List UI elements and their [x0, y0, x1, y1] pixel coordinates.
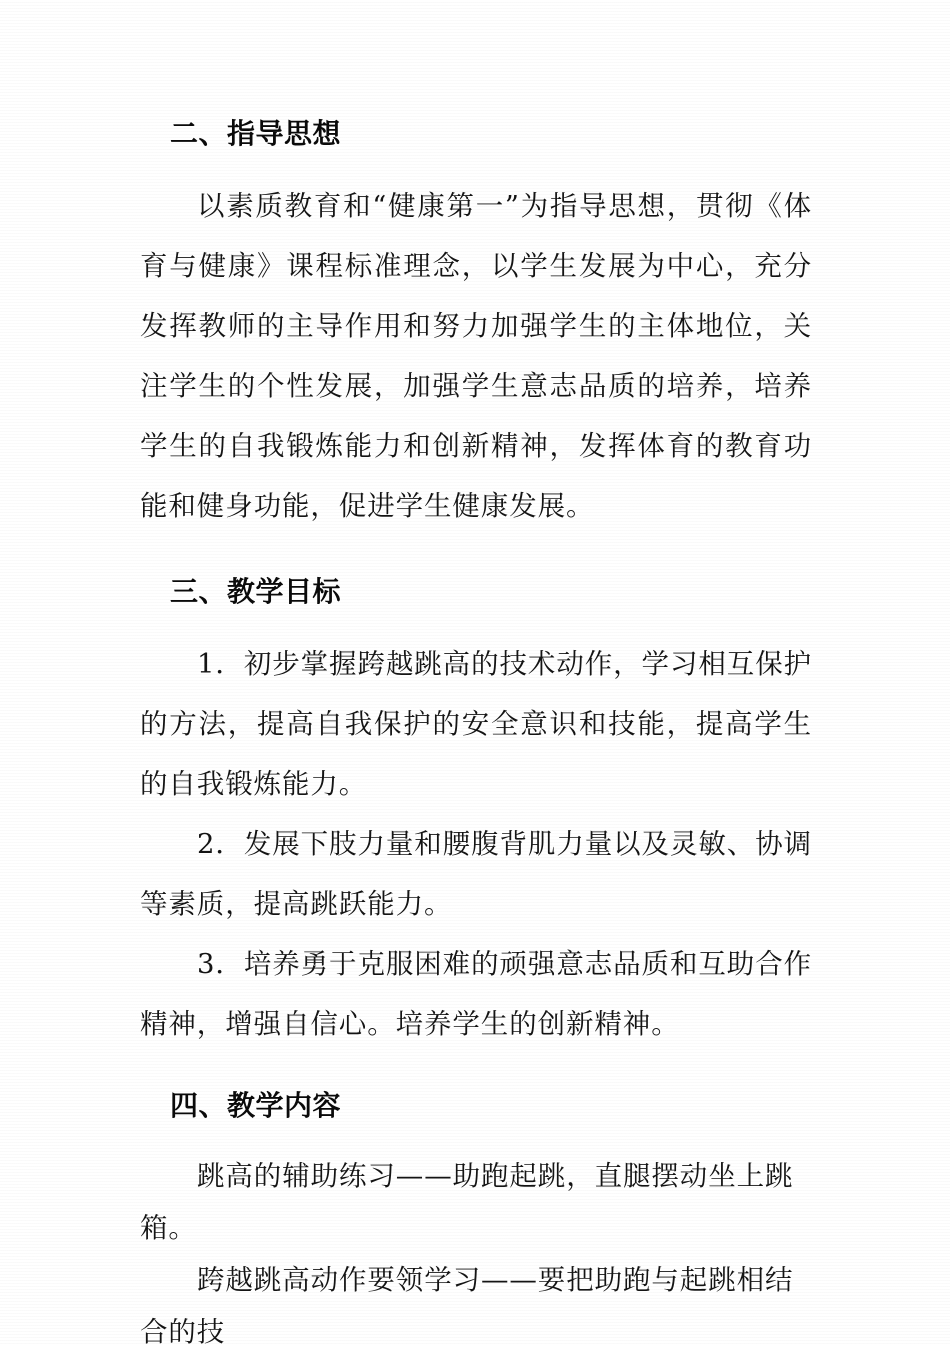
teaching-content-block: [140, 1150, 812, 1358]
objective-item-2: 2．发展下肢力量和腰腹背肌力量以及灵敏、协调等素质，提高跳跃能力。: [140, 828, 812, 920]
section-heading-guiding-ideology: 二、指导思想: [170, 118, 342, 149]
paragraph-guiding-ideology: 以素质教育和“健康第一”为指导思想，贯彻《体育与健康》课程标准理念，以学生发展为中心，充分发挥教师的主导作用和努力加强学生的主体地位，关注学生的个性发展，加强学生意志品质的培养，培养学生的自我锻炼能力和创新精神，发挥体育的教育功能和健身功能，促进学生健康发展。: [140, 190, 812, 522]
document-text-column: [140, 104, 812, 1358]
content-line-2: 跨越跳高动作要领学习——要把助跑与起跳相结合的技: [140, 1264, 794, 1348]
objective-item-1: 1．初步掌握跨越跳高的技术动作，学习相互保护的方法，提高自我保护的安全意识和技能，提高学生的自我锻炼能力。: [140, 648, 812, 800]
objective-item-3: 3．培养勇于克服困难的顽强意志品质和互助合作精神，增强自信心。培养学生的创新精神。: [140, 948, 812, 1040]
section-heading-teaching-objectives: 三、教学目标: [170, 576, 342, 607]
section-heading-teaching-content: 四、教学内容: [170, 1090, 342, 1121]
content-line-1: 跳高的辅助练习——助跑起跳，直腿摆动坐上跳箱。: [140, 1160, 794, 1244]
